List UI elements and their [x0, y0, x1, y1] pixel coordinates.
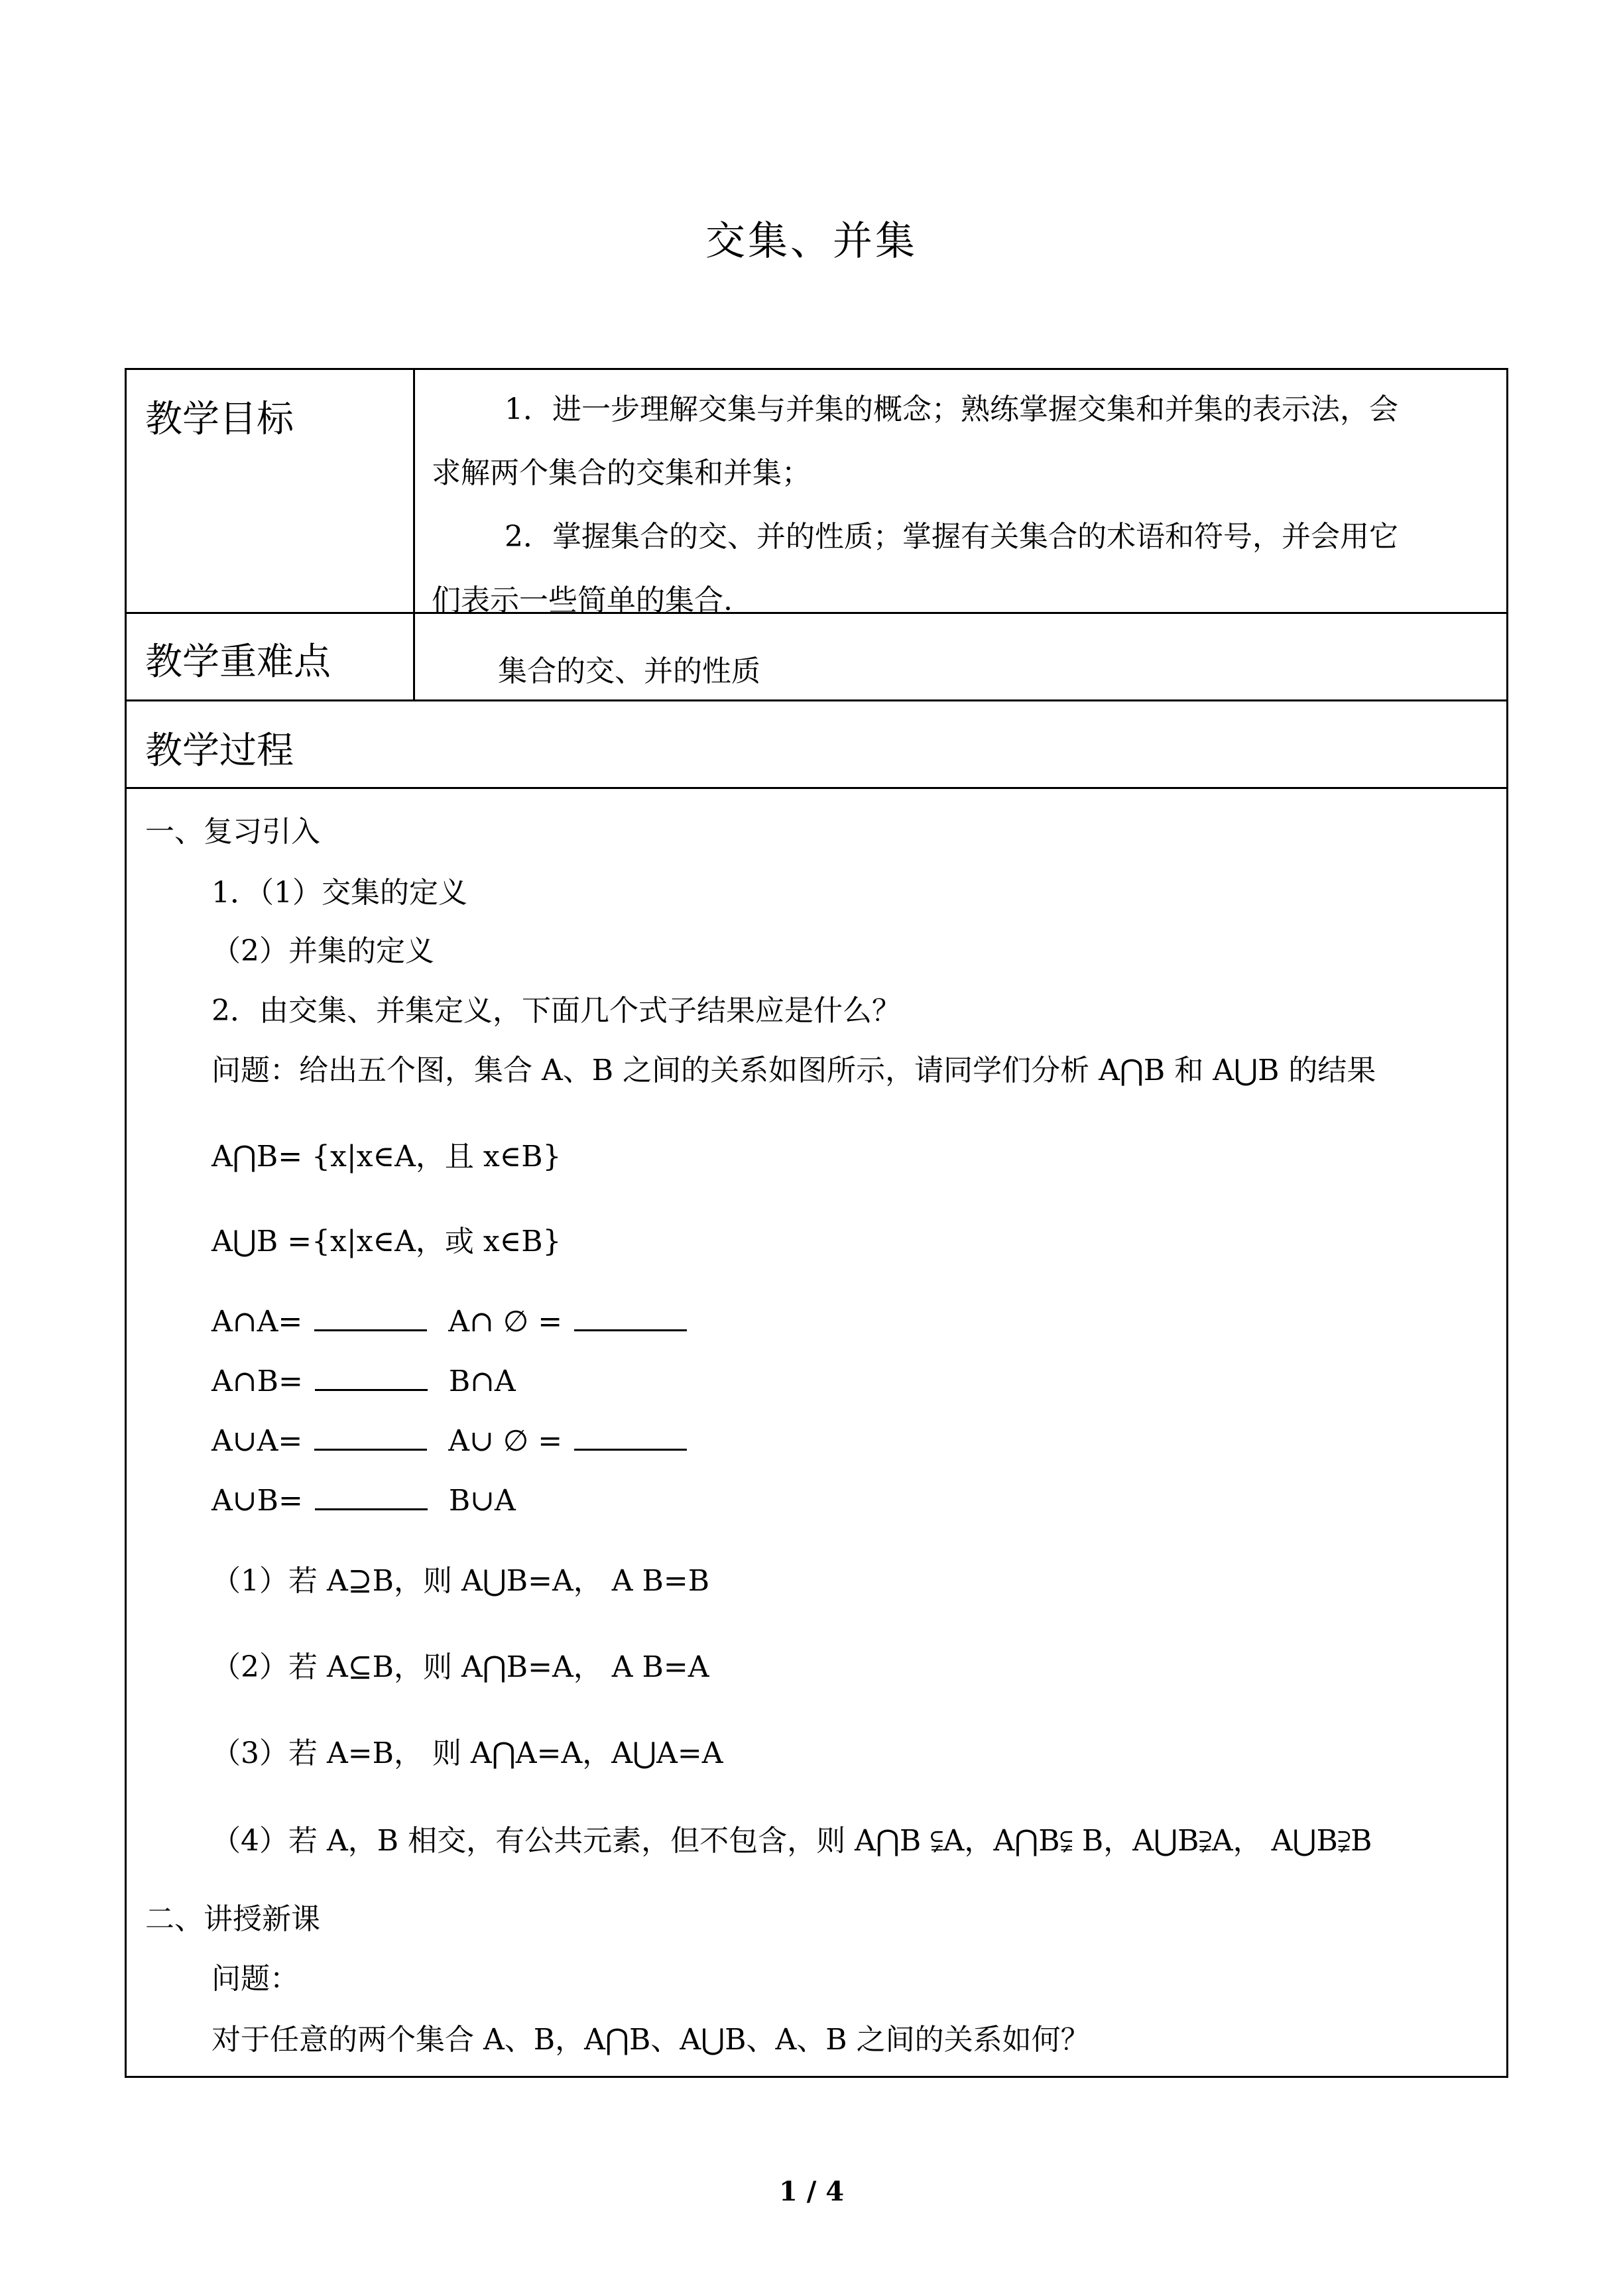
goals-line: 求解两个集合的交集和并集； [432, 456, 811, 490]
answer-blank[interactable] [315, 1484, 428, 1510]
keypoints-text: 集合的交、并的性质 [498, 654, 760, 688]
exercise-term: B∩A [448, 1364, 516, 1398]
exercise-row [211, 1364, 516, 1398]
exercise-row [211, 1305, 699, 1339]
answer-blank[interactable] [315, 1365, 428, 1391]
goals-line: 1．进一步理解交集与并集的概念；熟练掌握交集和并集的表示法，会 [505, 393, 1398, 426]
intersection-definition: A⋂B= {x|x∈A，且 x∈B} [211, 1140, 562, 1174]
answer-blank[interactable] [314, 1305, 427, 1331]
union-definition: A⋃B ={x|x∈A，或 x∈B} [211, 1225, 562, 1258]
exercise-term: A∩ ∅ = [448, 1305, 563, 1339]
property-line: （4）若 A，B 相交，有公共元素，但不包含，则 A⋂B ⫋A，A⋂B⫋ B，A⋃B⫌A， A⋃B⫌B [211, 1824, 1372, 1858]
text-line: 1．（1）交集的定义 [211, 876, 467, 910]
goals-label: 教学目标 [145, 398, 294, 441]
column-divider [413, 612, 415, 699]
exercise-row [211, 1484, 516, 1518]
answer-blank[interactable] [314, 1425, 427, 1451]
column-divider [413, 370, 415, 612]
row-divider [127, 787, 1506, 789]
exercise-term: B∪A [448, 1484, 516, 1518]
lesson-table [125, 368, 1508, 2078]
text-line: （2）并集的定义 [211, 934, 434, 968]
exercise-term: A∩A= [211, 1305, 303, 1339]
question-text: 对于任意的两个集合 A、B，A⋂B、A⋃B、A、B 之间的关系如何？ [211, 2023, 1090, 2057]
exercise-term: A∪B= [211, 1484, 303, 1518]
goals-text [432, 378, 1492, 633]
question-label: 问题： [211, 1962, 299, 1996]
property-line: （1）若 A⊇B，则 A⋃B=A， A B=B [211, 1564, 710, 1598]
goals-line: 2．掌握集合的交、并的性质；掌握有关集合的术语和符号，并会用它 [505, 520, 1398, 554]
goals-line: 们表示一些简单的集合. [432, 583, 733, 617]
text-line: 2．由交集、并集定义，下面几个式子结果应是什么？ [211, 994, 901, 1028]
process-label: 教学过程 [145, 729, 294, 772]
text-line: 问题：给出五个图，集合 A、B 之间的关系如图所示，请同学们分析 A⋂B 和 A⋃B 的结果 [211, 1054, 1376, 1087]
row-divider [127, 699, 1506, 701]
section-new-lesson: 二、讲授新课 [145, 1902, 320, 1936]
page-number: 1 / 4 [778, 2176, 845, 2207]
exercise-term: A∪A= [211, 1424, 303, 1458]
keypoints-label: 教学重难点 [145, 640, 331, 684]
property-line: （3）若 A=B， 则 A⋂A=A，A⋃A=A [211, 1736, 723, 1770]
property-line: （2）若 A⊆B，则 A⋂B=A， A B=A [211, 1650, 709, 1684]
page-title: 交集、并集 [705, 218, 918, 265]
exercise-term: A∪ ∅ = [448, 1424, 563, 1458]
answer-blank[interactable] [574, 1305, 687, 1331]
section-review: 一、复习引入 [145, 815, 320, 849]
exercise-term: A∩B= [211, 1364, 303, 1398]
answer-blank[interactable] [574, 1425, 687, 1451]
exercise-row [211, 1424, 699, 1458]
